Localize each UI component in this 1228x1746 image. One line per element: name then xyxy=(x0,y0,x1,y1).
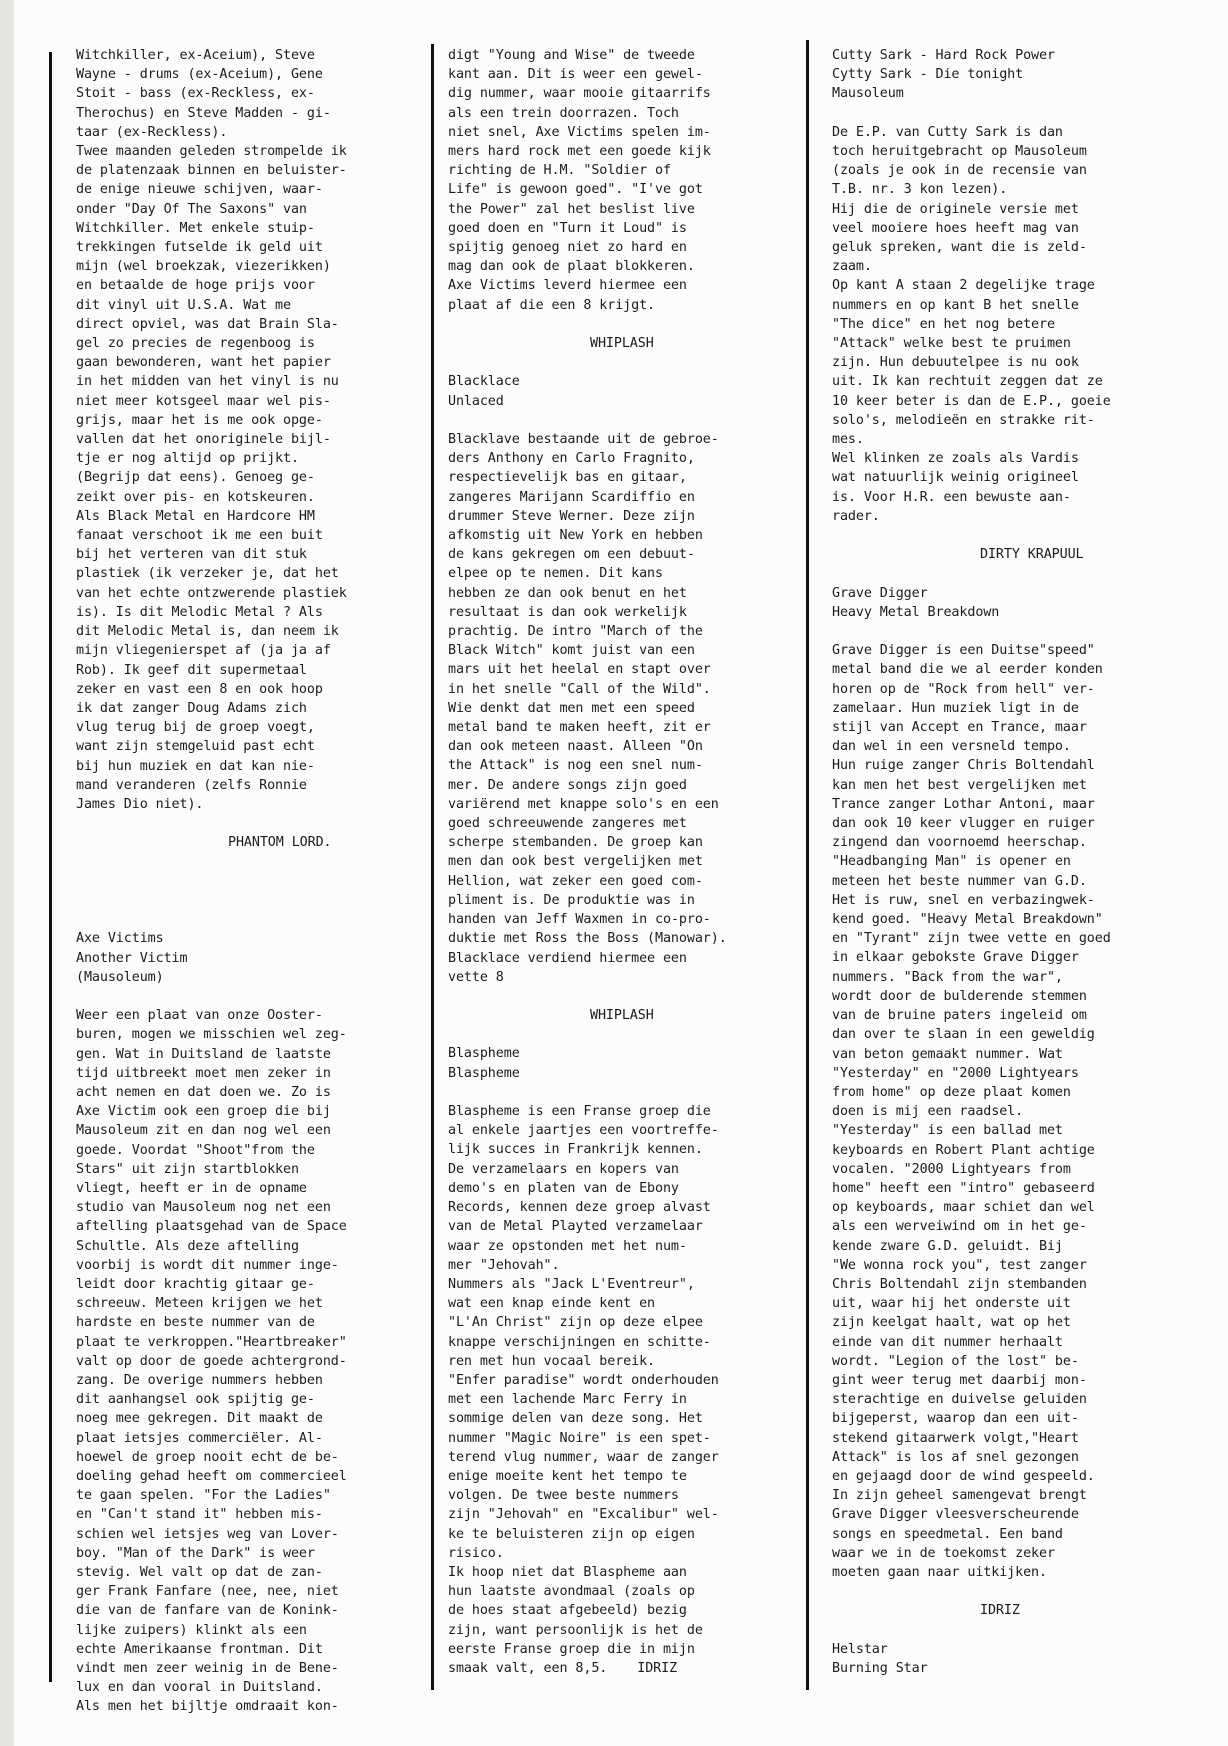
text-line: Another Victim xyxy=(76,950,188,966)
text-line: wordt door de bulderende stemmen xyxy=(832,988,1087,1004)
blaspheme-title xyxy=(448,1044,727,1082)
text-line: zijn. Hun debuutelpee is nu ook xyxy=(832,355,1079,371)
text-line: Grave Digger is een Duitse"speed" xyxy=(832,643,1095,659)
text-line: dig nummer, waar mooie gitaarrifs xyxy=(448,86,711,102)
text-line: ders Anthony en Carlo Fragnito, xyxy=(448,451,695,467)
text-line: Mausoleum zit en dan nog wel een xyxy=(76,1123,331,1139)
text-line: Burning Star xyxy=(832,1660,928,1676)
text-line: plaat te verkroppen."Heartbreaker" xyxy=(76,1334,347,1350)
text-line: Blacklace xyxy=(448,374,520,390)
text-line: uit. Ik kan rechtuit zeggen dat ze xyxy=(832,374,1103,390)
text-line: Therochus) en Steve Madden - gi- xyxy=(76,105,331,121)
text-line: respectievelijk bas en gitaar, xyxy=(448,470,687,486)
text-line: bij het verteren van dit stuk xyxy=(76,547,307,563)
text-line: bijgeperst, waarop dan een uit- xyxy=(832,1411,1079,1427)
text-line: the Attack" is nog een snel num- xyxy=(448,758,703,774)
text-line: mijn vliegenierspet af (ja ja af xyxy=(76,643,331,659)
text-line: valt op door de goede achtergrond- xyxy=(76,1353,347,1369)
text-line: Ik hoop niet dat Blaspheme aan xyxy=(448,1564,687,1580)
helstar-title xyxy=(832,1640,1111,1678)
text-line: uit, waar hij het onderste uit xyxy=(832,1296,1071,1312)
text-line: Als men het bijltje omdraait kon- xyxy=(76,1699,339,1715)
text-line: van de bruine paters ingeleid om xyxy=(832,1008,1087,1024)
text-line: ke te beluisteren zijn op eigen xyxy=(448,1526,695,1542)
text-line: zamelaar. Hun muziek ligt in de xyxy=(832,700,1079,716)
text-line: Axe Victim ook een groep die bij xyxy=(76,1104,331,1120)
text-line: kant aan. Dit is weer een gewel- xyxy=(448,67,703,83)
text-line: "Yesterday" is een ballad met xyxy=(832,1123,1063,1139)
blacklace-review-text xyxy=(448,430,727,987)
text-line: taar (ex-Reckless). xyxy=(76,124,228,140)
text-line: mer "Jehovah". xyxy=(448,1257,560,1273)
text-line: Black Witch" komt juist van een xyxy=(448,643,695,659)
text-line: Rob). Ik geef dit supermetaal xyxy=(76,662,307,678)
text-line: wat een knap einde kent en xyxy=(448,1296,656,1312)
text-line: zaam. xyxy=(832,259,872,275)
text-line: ren met hun vocaal bereik. xyxy=(448,1353,656,1369)
text-line: onder "Day Of The Saxons" van xyxy=(76,201,307,217)
text-line: geluk spreken, want die is zeld- xyxy=(832,240,1087,256)
text-line: Cytty Sark - Die tonight xyxy=(832,67,1024,83)
text-line: van het echte ontzwerende plastiek xyxy=(76,585,347,601)
text-line: songs en speedmetal. Een band xyxy=(832,1526,1063,1542)
text-line: nummers en op kant B het snelle xyxy=(832,297,1079,313)
text-line: want zijn stemgeluid past echt xyxy=(76,739,315,755)
text-line: en "Tyrant" zijn twee vette en goed xyxy=(832,931,1111,947)
column-2 xyxy=(448,46,727,1678)
text-line: Unlaced xyxy=(448,393,504,409)
text-line: stijl van Accept en Trance, maar xyxy=(832,720,1087,736)
text-line: Blaspheme is een Franse groep die xyxy=(448,1104,711,1120)
text-line: tje er nog altijd op prijkt. xyxy=(76,451,299,467)
text-line: afkomstig uit New York en hebben xyxy=(448,528,703,544)
blaspheme-last-line: smaak valt, een 8,5. IDRIZ xyxy=(448,1660,678,1676)
text-line: kan men het best vergelijken met xyxy=(832,777,1087,793)
text-line: Records, kennen deze groep alvast xyxy=(448,1200,711,1216)
text-line: 10 keer beter is dan de E.P., goeie xyxy=(832,393,1111,409)
text-line: einde van dit nummer herhaalt xyxy=(832,1334,1063,1350)
text-line: terend vlug nummer, waar de zanger xyxy=(448,1449,719,1465)
text-line: dit aanhangsel ook spijtig ge- xyxy=(76,1392,315,1408)
grave-digger-title xyxy=(832,584,1111,622)
text-line: risico. xyxy=(448,1545,504,1561)
text-line: in het snelle "Call of the Wild". xyxy=(448,681,711,697)
text-line: Nummers als "Jack L'Eventreur", xyxy=(448,1276,695,1292)
text-line: Blaspheme xyxy=(448,1046,520,1062)
text-line: richting de H.M. "Soldier of xyxy=(448,163,671,179)
text-line: lux en dan vooral in Duitsland. xyxy=(76,1680,323,1696)
text-line: Wayne - drums (ex-Aceium), Gene xyxy=(76,67,323,83)
text-line: doen is mij een raadsel. xyxy=(832,1104,1024,1120)
text-line: from home" op deze plaat komen xyxy=(832,1084,1071,1100)
text-line: ger Frank Fanfare (nee, nee, niet xyxy=(76,1584,339,1600)
text-line: Stars" uit zijn startblokken xyxy=(76,1161,299,1177)
text-line: Grave Digger vleesverscheurende xyxy=(832,1507,1079,1523)
text-line: zijn, want persoonlijk is het de xyxy=(448,1622,703,1638)
text-line: Hij die de originele versie met xyxy=(832,201,1079,217)
text-line: keyboards en Robert Plant achtige xyxy=(832,1142,1095,1158)
text-line: Cutty Sark - Hard Rock Power xyxy=(832,48,1055,63)
text-line: knappe verschijningen en schitte- xyxy=(448,1334,711,1350)
signature-whiplash-2: WHIPLASH xyxy=(590,1008,654,1024)
text-line: die van de fanfare van de Konink- xyxy=(76,1603,339,1619)
text-line: Axe Victims leverd hiermee een xyxy=(448,278,687,294)
text-line: digt "Young and Wise" de tweede xyxy=(448,48,695,63)
text-line: zangeres Marijann Scardiffio en xyxy=(448,489,695,505)
text-line: hebben ze dan ook benut en het xyxy=(448,585,687,601)
column-3 xyxy=(832,46,1111,1678)
text-line: zijn keelgat haalt, wat op het xyxy=(832,1315,1071,1331)
text-line: vette 8 xyxy=(448,969,504,985)
text-line: scherpe stembanden. De groep kan xyxy=(448,835,703,851)
text-line: fanaat verschoot ik me een buit xyxy=(76,528,323,544)
text-line: grijs, maar het is me ook opge- xyxy=(76,412,323,428)
text-line: Het is ruw, snel en verbazingwek- xyxy=(832,892,1095,908)
text-line: voorbij is wordt dit nummer inge- xyxy=(76,1257,339,1273)
text-line: the Power" zal het beslist live xyxy=(448,201,695,217)
text-line: resultaat is dan ook werkelijk xyxy=(448,604,687,620)
text-line: drummer Steve Werner. Deze zijn xyxy=(448,508,695,524)
text-line: mijn (wel broekzak, viezerikken) xyxy=(76,259,331,275)
text-line: hardste en beste nummer van de xyxy=(76,1315,315,1331)
cutty-sark-title xyxy=(832,46,1111,104)
signature-dirty-krapuul: DIRTY KRAPUUL xyxy=(980,547,1084,563)
text-line: acht nemen en dat doen we. Zo is xyxy=(76,1084,331,1100)
text-line: nummer "Magic Noire" is een spet- xyxy=(448,1430,711,1446)
scan-margin xyxy=(0,0,14,1746)
text-line: kend goed. "Heavy Metal Breakdown" xyxy=(832,912,1103,928)
text-line: zeker en vast een 8 en ook hoop xyxy=(76,681,323,697)
text-line: echte Amerikaanse frontman. Dit xyxy=(76,1641,323,1657)
text-line: Wie denkt dat men met een speed xyxy=(448,700,695,716)
text-line: op keyboards, maar schiet dan wel xyxy=(832,1200,1095,1216)
text-line: Blacklace verdiend hiermee een xyxy=(448,950,687,966)
text-line: veel mooiere hoes heeft mag van xyxy=(832,220,1079,236)
text-line: van de Metal Playted verzamelaar xyxy=(448,1219,703,1235)
text-line: eerste Franse groep die in mijn xyxy=(448,1641,695,1657)
text-line: mag dan ook de plaat blokkeren. xyxy=(448,259,695,275)
text-line: in elkaar gebokste Grave Digger xyxy=(832,950,1079,966)
text-line: al enkele jaartjes een voortreffe- xyxy=(448,1123,719,1139)
text-line: Witchkiller, ex-Aceium), Steve xyxy=(76,48,315,63)
text-line: gen. Wat in Duitsland de laatste xyxy=(76,1046,331,1062)
text-line: dit vinyl uit U.S.A. Wat me xyxy=(76,297,291,313)
text-line: stevig. Wel valt op dat de zan- xyxy=(76,1564,323,1580)
text-line: vallen dat het onoriginele bijl- xyxy=(76,432,331,448)
text-line: gint weer terug met daarbij mon- xyxy=(832,1372,1087,1388)
text-line: "Yesterday" en "2000 Lightyears xyxy=(832,1065,1079,1081)
text-line: "L'An Christ" zijn op deze elpee xyxy=(448,1315,703,1331)
text-line: Schultle. Als deze aftelling xyxy=(76,1238,299,1254)
text-line: mand veranderen (zelfs Ronnie xyxy=(76,777,307,793)
text-line: Weer een plaat van onze Ooster- xyxy=(76,1008,323,1024)
text-line: boy. "Man of the Dark" is weer xyxy=(76,1545,315,1561)
text-line: James Dio niet). xyxy=(76,796,204,812)
text-line: Trance zanger Lothar Antoni, maar xyxy=(832,796,1095,812)
text-line: aftelling plaatsgehad van de Space xyxy=(76,1219,347,1235)
text-line: duktie met Ross the Boss (Manowar). xyxy=(448,931,727,947)
text-line: Life" is gewoon goed". "I've got xyxy=(448,182,703,198)
text-line: is). Is dit Melodic Metal ? Als xyxy=(76,604,323,620)
text-line: de platenzaak binnen en beluister- xyxy=(76,163,347,179)
text-line: meteen het beste nummer van G.D. xyxy=(832,873,1087,889)
text-line: vlug terug bij de groep voegt, xyxy=(76,720,315,736)
text-line: zingend dan voornoemd heerschap. xyxy=(832,835,1087,851)
text-line: zeikt over pis- en kotskeuren. xyxy=(76,489,315,505)
axe-victims-review-continued xyxy=(448,46,727,315)
text-line: "We wonna rock you", test zanger xyxy=(832,1257,1087,1273)
text-line: waar we in de toekomst zeker xyxy=(832,1545,1055,1561)
text-line: en "Can't stand it" hebben mis- xyxy=(76,1507,323,1523)
text-line: (Mausoleum) xyxy=(76,969,164,985)
text-line: mes. xyxy=(832,432,864,448)
text-line: als een trein doorrazen. Toch xyxy=(448,105,679,121)
column-rule-right xyxy=(806,40,809,1690)
text-line: prachtig. De intro "March of the xyxy=(448,624,703,640)
text-line: de kans gekregen om een debuut- xyxy=(448,547,695,563)
text-line: de hoes staat afgebeeld) bezig xyxy=(448,1603,687,1619)
text-line: wat natuurlijk weinig origineel xyxy=(832,470,1079,486)
text-line: volgen. De twee beste nummers xyxy=(448,1488,679,1504)
text-line: dan ook meteen naast. Alleen "On xyxy=(448,739,703,755)
text-line: goede. Voordat "Shoot"from the xyxy=(76,1142,315,1158)
blaspheme-review-text xyxy=(448,1102,727,1659)
text-line: lijk succes in Frankrijk kennen. xyxy=(448,1142,703,1158)
axe-victims-title xyxy=(76,929,347,987)
text-line: elpee op te nemen. Dit kans xyxy=(448,566,663,582)
text-line: Heavy Metal Breakdown xyxy=(832,604,1000,620)
signature-whiplash-1: WHIPLASH xyxy=(590,336,654,352)
text-line: home" heeft een "intro" gebaseerd xyxy=(832,1180,1095,1196)
text-line: in het midden van het vinyl is nu xyxy=(76,374,339,390)
text-line: plaat ietsjes commerciëler. Al- xyxy=(76,1430,323,1446)
text-line: bij hun muziek en dat kan nie- xyxy=(76,758,315,774)
text-line: "Headbanging Man" is opener en xyxy=(832,854,1071,870)
text-line: rader. xyxy=(832,508,880,524)
text-line: leidt door krachtig gitaar ge- xyxy=(76,1276,315,1292)
text-line: vocalen. "2000 Lightyears from xyxy=(832,1161,1071,1177)
text-line: en gejaagd door de wind gespeeld. xyxy=(832,1468,1095,1484)
text-line: metal band die we al eerder konden xyxy=(832,662,1103,678)
cutty-sark-review-text xyxy=(832,123,1111,526)
text-line: hoewel de groep nooit echt de be- xyxy=(76,1449,339,1465)
text-line: Mausoleum xyxy=(832,86,904,102)
text-line: moeten gaan naar uitkijken. xyxy=(832,1564,1047,1580)
text-line: Blacklave bestaande uit de gebroe- xyxy=(448,432,719,448)
text-line: schien wel ietsjes weg van Lover- xyxy=(76,1526,339,1542)
text-line: Witchkiller. Met enkele stuip- xyxy=(76,220,315,236)
text-line: dan ook 10 keer vlugger en ruiger xyxy=(832,816,1095,832)
text-line: Axe Victims xyxy=(76,931,164,947)
text-line: Grave Digger xyxy=(832,585,928,601)
text-line: plaat af die een 8 krijgt. xyxy=(448,297,656,313)
text-line: te gaan spelen. "For the Ladies" xyxy=(76,1488,331,1504)
blacklace-title xyxy=(448,372,727,410)
text-line: mers hard rock met een goede kijk xyxy=(448,144,711,160)
text-line: "Enfer paradise" wordt onderhouden xyxy=(448,1372,719,1388)
text-line: waar ze opstonden met het num- xyxy=(448,1238,687,1254)
text-line: is. Voor H.R. een bewuste aan- xyxy=(832,489,1071,505)
text-line: niet snel, Axe Victims spelen im- xyxy=(448,124,711,140)
column-rule-middle xyxy=(431,44,434,1690)
text-line: trekkingen futselde ik geld uit xyxy=(76,240,323,256)
text-line: buren, mogen we misschien wel zeg- xyxy=(76,1027,347,1043)
text-line: goed schreeuwende zangeres met xyxy=(448,816,687,832)
text-line: variërend met knappe solo's en een xyxy=(448,796,719,812)
text-line: noeg mee gekregen. Dit maakt de xyxy=(76,1411,323,1427)
text-line: In zijn geheel samengevat brengt xyxy=(832,1488,1087,1504)
text-line: sterachtige en duivelse geluiden xyxy=(832,1392,1087,1408)
signature-idriz-2: IDRIZ xyxy=(980,1603,1020,1619)
text-line: dan wel in een versneld tempo. xyxy=(832,739,1071,755)
signature-idriz-1: IDRIZ xyxy=(637,1660,678,1676)
text-line: sommige delen van deze song. Het xyxy=(448,1411,703,1427)
text-line: mars uit het heelal en stapt over xyxy=(448,662,711,678)
text-line: lijke zuipers) klinkt als een xyxy=(76,1622,307,1638)
text-line: zang. De overige nummers hebben xyxy=(76,1372,323,1388)
witchkiller-review-text xyxy=(76,46,347,814)
text-line: van beton gemaakt nummer. Wat xyxy=(832,1046,1063,1062)
text-line: gel zo precies de regenboog is xyxy=(76,336,315,352)
text-line: wordt. "Legion of the lost" be- xyxy=(832,1353,1079,1369)
text-line: De verzamelaars en kopers van xyxy=(448,1161,679,1177)
text-line: kende zware G.D. geluidt. Bij xyxy=(832,1238,1063,1254)
text-line: goed doen en "Turn it Loud" is xyxy=(448,220,687,236)
text-line: Helstar xyxy=(832,1641,888,1657)
column-rule-left xyxy=(49,52,52,1682)
column-1 xyxy=(76,46,347,1717)
grave-digger-review-text xyxy=(832,641,1111,1582)
text-line: mer. De andere songs zijn goed xyxy=(448,777,687,793)
text-line: dit Melodic Metal is, dan neem ik xyxy=(76,624,339,640)
text-line: horen op de "Rock from hell" ver- xyxy=(832,681,1095,697)
signature-phantom-lord: PHANTOM LORD. xyxy=(228,835,332,851)
text-line: en betaalde de hoge prijs voor xyxy=(76,278,315,294)
text-line: handen van Jeff Waxmen in co-pro- xyxy=(448,912,711,928)
text-line: Twee maanden geleden strompelde ik xyxy=(76,144,347,160)
text-line: Hellion, wat zeker een goed com- xyxy=(448,873,703,889)
text-line: T.B. nr. 3 kon lezen). xyxy=(832,182,1008,198)
text-line: metal band te maken heeft, zit er xyxy=(448,720,711,736)
text-line: Chris Boltendahl zijn stembanden xyxy=(832,1276,1087,1292)
text-line: als een werveiwind om in het ge- xyxy=(832,1219,1087,1235)
text-line: De E.P. van Cutty Sark is dan xyxy=(832,124,1063,140)
text-line: direct opviel, was dat Brain Sla- xyxy=(76,316,339,332)
text-line: Attack" is los af snel gezongen xyxy=(832,1449,1079,1465)
text-line: men dan ook best vergelijken met xyxy=(448,854,703,870)
text-line: Als Black Metal en Hardcore HM xyxy=(76,508,315,524)
text-line: met een lachende Marc Ferry in xyxy=(448,1392,687,1408)
text-line: (zoals je ook in de recensie van xyxy=(832,163,1087,179)
text-line: toch heruitgebracht op Mausoleum xyxy=(832,144,1087,159)
text-line: solo's, melodieën en strakke rit- xyxy=(832,412,1095,428)
text-line: spijtig genoeg niet zo hard en xyxy=(448,240,687,256)
text-line: Op kant A staan 2 degelijke trage xyxy=(832,278,1095,294)
text-line: niet meer kotsgeel maar wel pis- xyxy=(76,393,331,409)
text-line: Hun ruige zanger Chris Boltendahl xyxy=(832,758,1095,774)
text-line: Stoit - bass (ex-Reckless, ex- xyxy=(76,86,315,102)
text-line: Wel klinken ze zoals als Vardis xyxy=(832,451,1079,467)
text-line: de enige nieuwe schijven, waar- xyxy=(76,182,323,198)
text-line: vindt men zeer weinig in de Bene- xyxy=(76,1661,339,1676)
text-line: stekend gitaarwerk volgt,"Heart xyxy=(832,1430,1079,1446)
text-line: ik dat zanger Doug Adams zich xyxy=(76,700,307,716)
text-line: studio van Mausoleum nog net een xyxy=(76,1200,331,1216)
text-line: gaan bewonderen, want het papier xyxy=(76,355,331,371)
text-line: Blaspheme xyxy=(448,1065,520,1081)
text-line: vliegt, heeft er in de opname xyxy=(76,1180,307,1196)
text-line: doeling gehad heeft om commercieel xyxy=(76,1468,347,1484)
text-line: schreeuw. Meteen krijgen we het xyxy=(76,1296,323,1312)
text-line: "Attack" welke best te pruimen xyxy=(832,336,1071,352)
text-line: dan over te slaan in een geweldig xyxy=(832,1027,1095,1043)
text-line: tijd uitbreekt moet men zeker in xyxy=(76,1065,331,1081)
text-line: (Begrijp dat eens). Genoeg ge- xyxy=(76,470,315,486)
text-line: pliment is. De produktie was in xyxy=(448,892,695,908)
text-line: nummers. "Back from the war", xyxy=(832,969,1063,985)
axe-victims-review-text xyxy=(76,1006,347,1717)
text-line: plastiek (ik verzeker je, dat het xyxy=(76,566,339,582)
text-line: "The dice" en het nog betere xyxy=(832,316,1055,332)
text-line: enige moeite kent het tempo te xyxy=(448,1468,687,1484)
text-line: demo's en platen van de Ebony xyxy=(448,1180,679,1196)
text-line: hun laatste avondmaal (zoals op xyxy=(448,1584,695,1600)
text-line: zijn "Jehovah" en "Excalibur" wel- xyxy=(448,1507,719,1523)
